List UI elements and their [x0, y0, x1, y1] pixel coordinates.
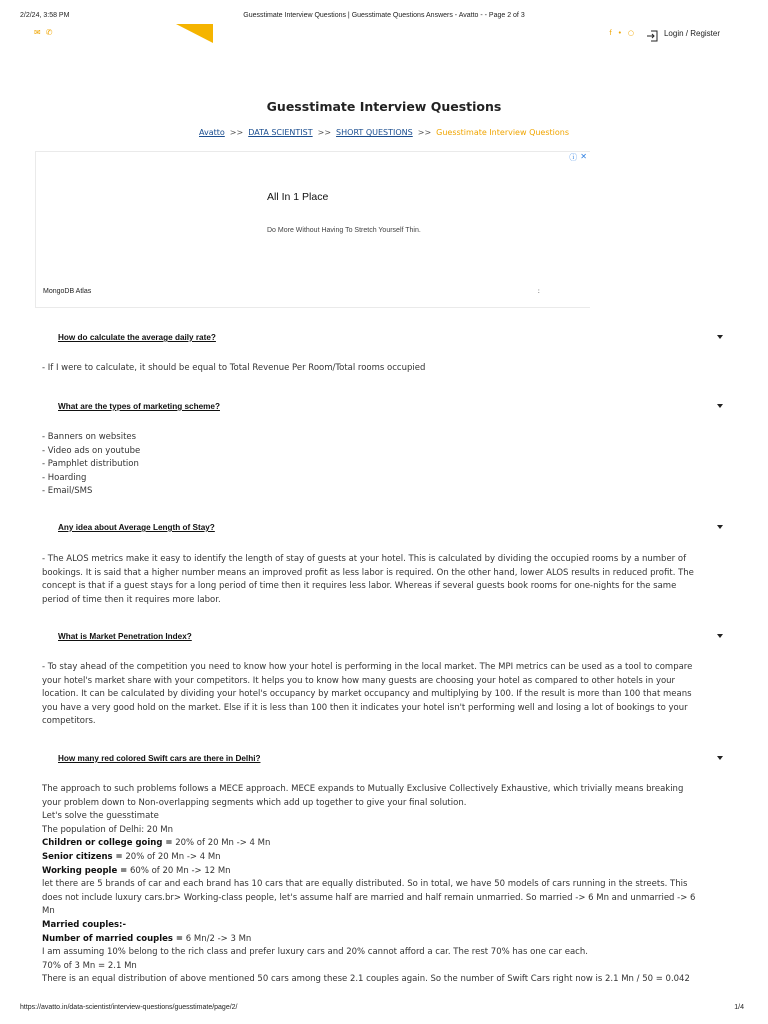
ad-close-icon[interactable]: ✕ — [580, 152, 587, 161]
answer-row — [42, 865, 727, 879]
print-title: Guesstimate Interview Questions | Guesstimate Questions Answers - Avatto - - Page 2 of 3 — [243, 12, 525, 19]
answer-line: concept is that if a guest stays for a long period of time then it requires less labor. Whereas if several guests book rooms for one-nights for the same — [42, 581, 677, 592]
answer-line: does not include luxury cars.br> Working-class people, let's assume half are married and half remain unmarried. So married -> 6 Mn and unmarried -> 6 — [42, 892, 696, 903]
answer-line: bookings. It is said that a higher number means an improved profit as less labor is required. On the other hand, lower ALOS results in reduced profit. The — [42, 567, 694, 578]
breadcrumb-data-scientist[interactable]: DATA SCIENTIST — [248, 128, 313, 137]
answer-line: your problem down to Non-overlapping segments which add up together to give your final solution. — [42, 797, 467, 808]
faq-question-text[interactable]: What are the types of marketing scheme? — [58, 402, 220, 411]
answer-row — [42, 933, 727, 947]
mail-icon[interactable]: ✉ — [34, 28, 41, 37]
caret-down-icon[interactable] — [717, 404, 723, 408]
login-register-link[interactable]: Login / Register — [663, 28, 720, 38]
answer-label: Senior citizens = — [42, 851, 123, 862]
caret-down-icon[interactable] — [717, 335, 723, 339]
faq-question-text[interactable]: What is Market Penetration Index? — [58, 632, 192, 641]
contact-icons — [34, 28, 52, 38]
print-date: 2/2/24, 3:58 PM — [20, 12, 70, 19]
faq-question[interactable] — [58, 333, 723, 342]
answer-line: you have a very good hold on the market. Else if it is less than 100 then it indicates your hotel isn't performing well and losing a lot of bookings to your — [42, 702, 688, 713]
faq-answer — [42, 362, 727, 376]
ad-brand[interactable]: MongoDB Atlas — [43, 288, 92, 295]
twitter-icon[interactable]: • — [617, 29, 622, 37]
phone-icon[interactable]: ✆ — [45, 28, 53, 37]
answer-line: I am assuming 10% belong to the rich class and prefer luxury cars and 20% cannot afford a car. The rest 70% has one car each. — [42, 947, 588, 958]
caret-down-icon[interactable] — [717, 634, 723, 638]
answer-row — [42, 919, 727, 933]
ad-menu[interactable]: : — [537, 287, 540, 295]
answer-value: 60% of 20 Mn -> 12 Mn — [127, 865, 231, 876]
answer-line: The approach to such problems follows a MECE approach. MECE expands to Mutually Exclusive Collectively Exhaustive, which trivially means breaking — [42, 784, 684, 794]
faq-question[interactable] — [58, 632, 723, 641]
answer-line: The population of Delhi: 20 Mn — [42, 824, 174, 835]
answer-line: period of time then it requires more labor. — [42, 594, 221, 605]
answer-line: competitors. — [42, 716, 96, 727]
answer-line: - Video ads on youtube — [42, 445, 141, 456]
breadcrumb-separator: >> — [417, 128, 432, 137]
ad-subtext: Do More Without Having To Stretch Yourself Thin. — [267, 227, 421, 234]
answer-line: - Pamphlet distribution — [42, 459, 139, 470]
faq-answer — [42, 431, 727, 499]
caret-down-icon[interactable] — [717, 525, 723, 529]
print-url: https://avatto.in/data-scientist/interview-questions/guesstimate/page/2/ — [20, 1004, 238, 1011]
answer-line: - If I were to calculate, it should be equal to Total Revenue Per Room/Total rooms occupied — [42, 363, 426, 373]
answer-line: let there are 5 brands of car and each brand has 10 cars that are equally distributed. So in total, we have 50 models of cars running in the streets. This — [42, 879, 688, 890]
advertisement[interactable] — [35, 151, 590, 308]
answer-line: location. It can be calculated by dividing your hotel's occupancy by market occupancy and multiplying by 100. If the result is more than 100 that means — [42, 689, 692, 700]
ad-info-icon[interactable]: ⓘ — [569, 153, 578, 162]
breadcrumb-separator: >> — [317, 128, 332, 137]
answer-line: - The ALOS metrics make it easy to identify the length of stay of guests at your hotel. This is calculated by dividing the occupied rooms by a number of — [42, 554, 687, 564]
faq-question-text[interactable]: How do calculate the average daily rate? — [58, 333, 216, 342]
faq-question-text[interactable]: Any idea about Average Length of Stay? — [58, 523, 215, 532]
faq-answer — [42, 783, 727, 987]
answer-line: 70% of 3 Mn = 2.1 Mn — [42, 960, 137, 971]
answer-label: Children or college going = — [42, 838, 173, 849]
facebook-icon[interactable]: f — [609, 29, 612, 37]
login-icon[interactable] — [646, 27, 658, 39]
answer-label: Working people = — [42, 865, 128, 876]
caret-down-icon[interactable] — [717, 756, 723, 760]
answer-value: 20% of 20 Mn -> 4 Mn — [172, 838, 271, 849]
ad-headline[interactable]: All In 1 Place — [267, 191, 329, 203]
answer-line: Let's solve the guesstimate — [42, 811, 159, 822]
faq-answer — [42, 661, 727, 729]
answer-heading: Married couples:- — [42, 919, 126, 930]
answer-value: 6 Mn/2 -> 3 Mn — [183, 933, 252, 944]
top-bar — [0, 24, 768, 46]
page-title: Guesstimate Interview Questions — [266, 99, 502, 114]
faq-question-text[interactable]: How many red colored Swift cars are there in Delhi? — [58, 754, 261, 763]
answer-line: - Banners on websites — [42, 432, 137, 442]
print-page-number: 1/4 — [734, 1004, 744, 1011]
answer-line: Mn — [42, 906, 55, 917]
breadcrumb-current: Guesstimate Interview Questions — [436, 128, 570, 137]
answer-line: - To stay ahead of the competition you need to know how your hotel is performing in the local market. The MPI metrics can be used as a tool to compare — [42, 662, 693, 672]
logo[interactable] — [176, 24, 213, 43]
faq-question[interactable] — [58, 754, 723, 763]
breadcrumb-short-questions[interactable]: SHORT QUESTIONS — [336, 128, 413, 137]
answer-line: There is an equal distribution of above mentioned 50 cars among these 2.1 couples again. So the number of Swift Cars right now is 2.1 Mn / 50 = 0.042 — [42, 974, 690, 985]
faq-question[interactable] — [58, 523, 723, 532]
breadcrumb — [0, 128, 768, 137]
print-header — [0, 12, 768, 24]
top-right — [609, 27, 720, 39]
faq-answer — [42, 553, 727, 607]
faq-question[interactable] — [58, 402, 723, 411]
answer-row — [42, 851, 727, 865]
answer-value: 20% of 20 Mn -> 4 Mn — [122, 851, 221, 862]
ad-controls — [569, 152, 587, 163]
answer-label: Number of married couples = — [42, 933, 184, 944]
breadcrumb-separator: >> — [229, 128, 244, 137]
answer-line: - Hoarding — [42, 472, 87, 483]
answer-line: your hotel's market share with your competitors. It helps you to know how many guests are choosing your hotel as compared to other hotels in your — [42, 675, 676, 686]
answer-row — [42, 837, 727, 851]
answer-line: - Email/SMS — [42, 486, 93, 497]
breadcrumb-avatto[interactable]: Avatto — [198, 128, 225, 137]
instagram-icon[interactable]: ○ — [627, 29, 634, 37]
